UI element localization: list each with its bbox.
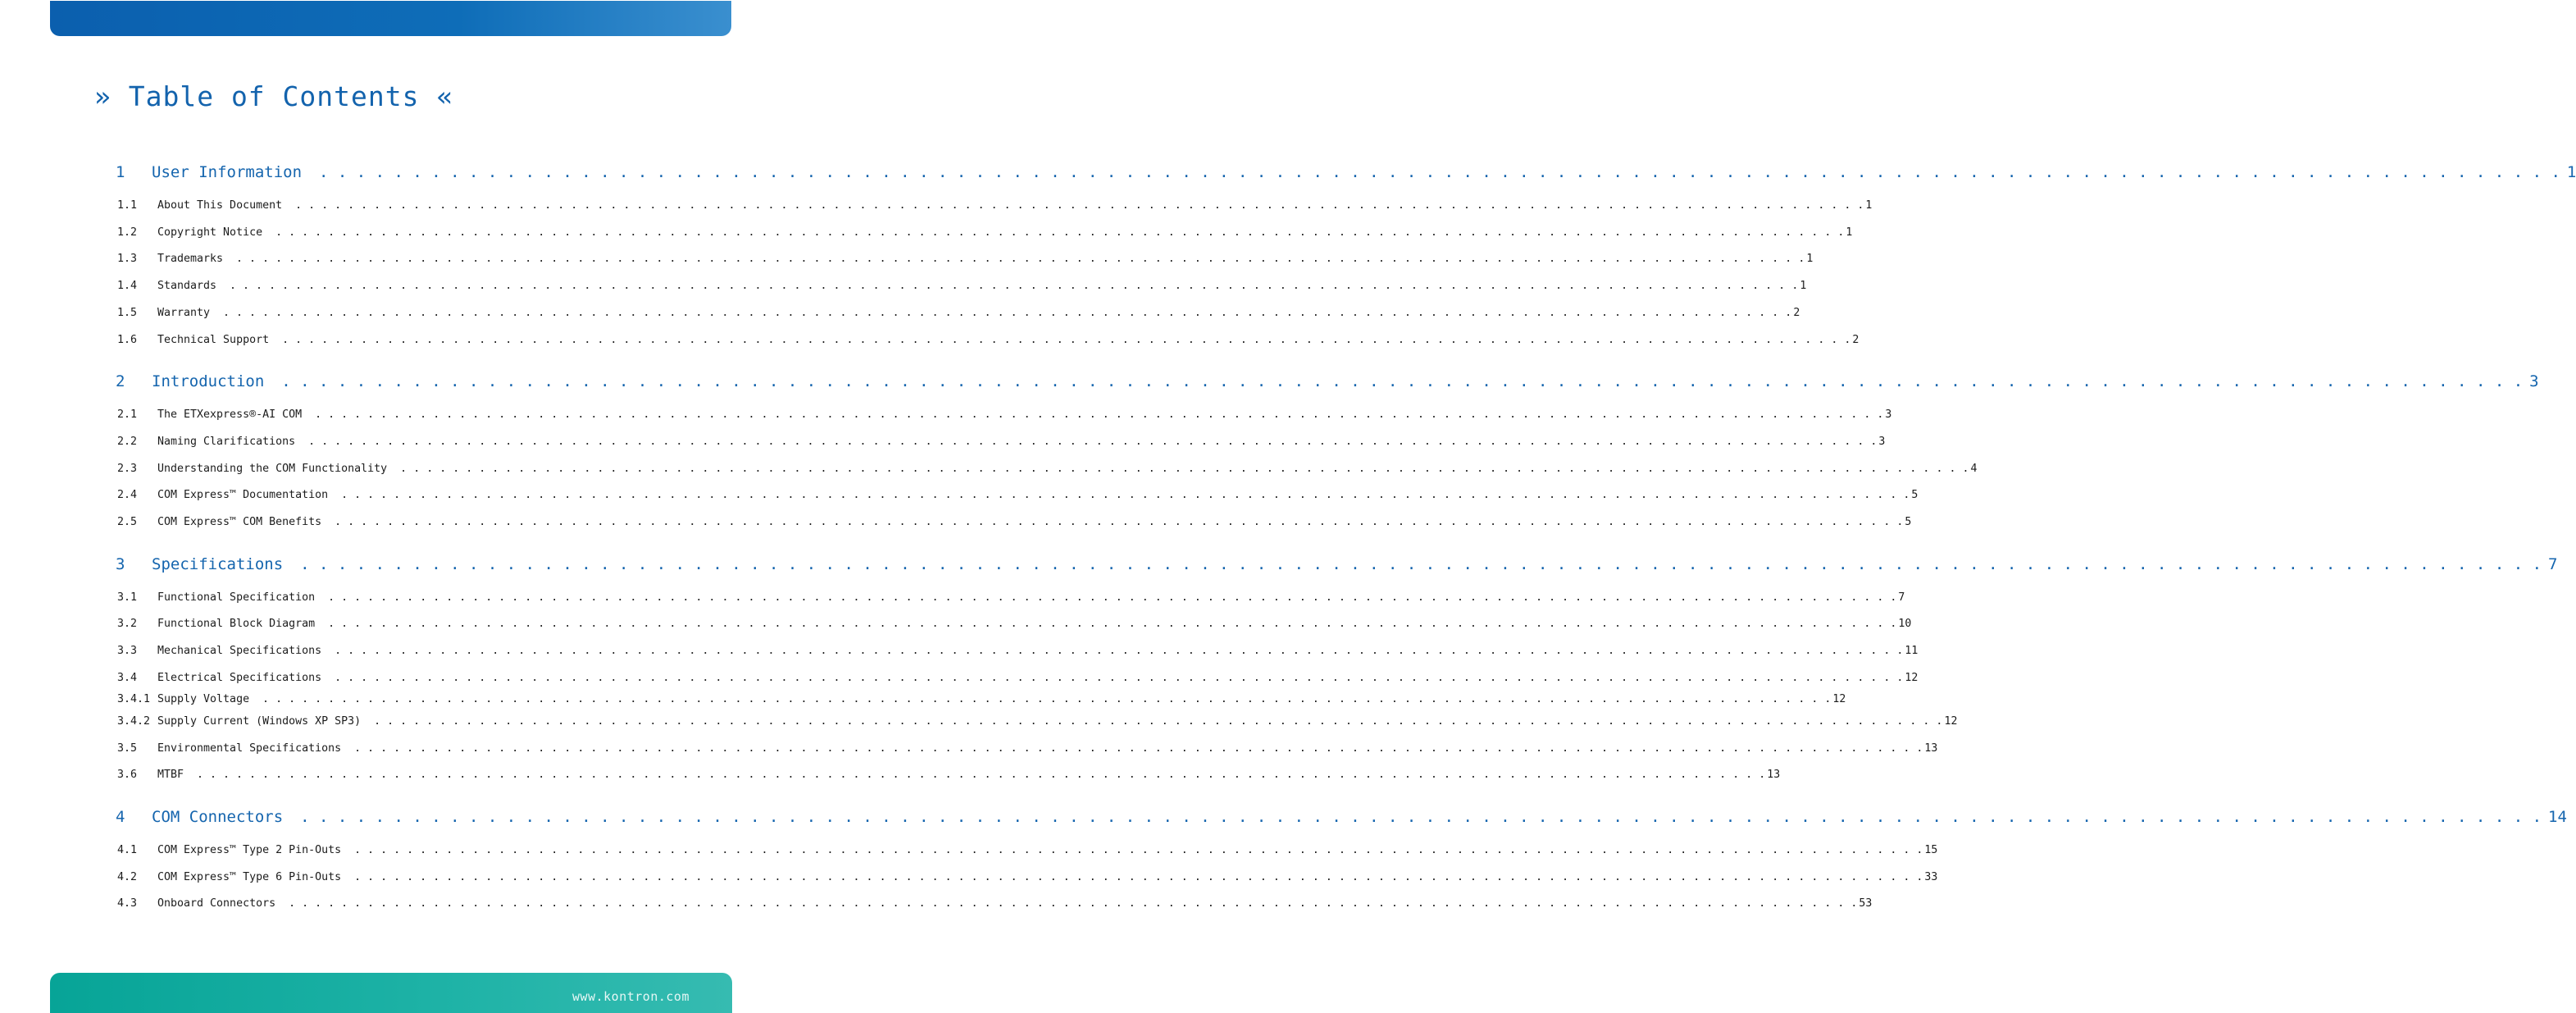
chapter-number: 1 [116, 163, 125, 181]
leader-dots: . . . . . . . . . . . . . . . . . . . . . . . . . . . . . . . . . . . . . . . . . . . . . . . . . . . . . . . . . . . . . . . . . . . . . . . . . . . . . . . . . . . . . . . . . . . . . . . . . . . . . . . . . . . . . . . . . . . . . . . . [309, 163, 2560, 181]
toc-chapter-2[interactable] [116, 372, 2539, 390]
toc-section-1-3[interactable] [117, 253, 1814, 265]
section-page: 5 [1911, 489, 1918, 501]
section-title: COM Express™ Documentation [157, 489, 329, 501]
chapter-number: 4 [116, 808, 125, 826]
toc-section-1-5[interactable] [117, 307, 1800, 319]
section-title: Trademarks [157, 253, 224, 265]
chapter-title: User Information [152, 163, 303, 181]
leader-dots: . . . . . . . . . . . . . . . . . . . . . . . . . . . . . . . . . . . . . . . . . . . . . . . . . . . . . . . . . . . . . . . . . . . . . . . . . . . . . . . . . . . . . . . . . . . . . . . . . . . . . . . . . . . . . . . . . . . . . . . . [348, 871, 1923, 883]
section-page: 12 [1832, 693, 1846, 705]
section-page: 10 [1898, 618, 1912, 630]
toc-section-3-3[interactable] [117, 645, 1918, 657]
section-title: COM Express™ Type 2 Pin-Outs [157, 844, 342, 856]
section-number: 3.5 [117, 742, 138, 755]
section-number: 4.2 [117, 871, 138, 883]
section-number: 1.1 [117, 199, 138, 212]
leader-dots: . . . . . . . . . . . . . . . . . . . . . . . . . . . . . . . . . . . . . . . . . . . . . . . . . . . . . . . . . . . . . . . . . . . . . . . . . . . . . . . . . . . . . . . . . . . . . . . . . . . . . . . . . . . . . . . . . . . . . . . . [328, 672, 1904, 684]
section-title: Functional Block Diagram [157, 618, 316, 630]
section-page: 12 [1905, 672, 1918, 684]
toc-section-1-1[interactable] [117, 199, 1873, 212]
section-title: Technical Support [157, 334, 270, 346]
toc-section-2-3[interactable] [117, 463, 1978, 475]
section-page: 1 [1800, 280, 1807, 292]
section-number: 1.6 [117, 334, 138, 346]
toc-section-4-3[interactable] [117, 897, 1873, 910]
section-number: 4.1 [117, 844, 138, 856]
section-page: 2 [1852, 334, 1859, 346]
section-title: Copyright Notice [157, 226, 263, 239]
section-title: Functional Specification [157, 591, 316, 604]
leader-dots: . . . . . . . . . . . . . . . . . . . . . . . . . . . . . . . . . . . . . . . . . . . . . . . . . . . . . . . . . . . . . . . . . . . . . . . . . . . . . . . . . . . . . . . . . . . . . . . . . . . . . . . . . . . . . . . . . . . . . . . . [328, 645, 1904, 657]
section-title: Environmental Specifications [157, 742, 342, 755]
toc-section-2-2[interactable] [117, 436, 1886, 448]
section-page: 3 [1885, 408, 1892, 421]
leader-dots: . . . . . . . . . . . . . . . . . . . . . . . . . . . . . . . . . . . . . . . . . . . . . . . . . . . . . . . . . . . . . . . . . . . . . . . . . . . . . . . . . . . . . . . . . . . . . . . . . . . . . . . . . . . . . . . . . . . . . . . . [269, 226, 1845, 239]
section-title: MTBF [157, 769, 184, 781]
toc-section-1-4[interactable] [117, 280, 1807, 292]
toc-section-2-5[interactable] [117, 516, 1912, 528]
leader-dots: . . . . . . . . . . . . . . . . . . . . . . . . . . . . . . . . . . . . . . . . . . . . . . . . . . . . . . . . . . . . . . . . . . . . . . . . . . . . . . . . . . . . . . . . . . . . . . . . . . . . . . . . . . . . . . . . . . . . . . . . [302, 436, 1877, 448]
footer-banner [50, 973, 732, 1013]
header-banner [50, 1, 731, 36]
section-number: 4.3 [117, 897, 138, 910]
leader-dots: . . . . . . . . . . . . . . . . . . . . . . . . . . . . . . . . . . . . . . . . . . . . . . . . . . . . . . . . . . . . . . . . . . . . . . . . . . . . . . . . . . . . . . . . . . . . . . . . . . . . . . . . . . . . . . . . . . . . . . . . [290, 808, 2542, 826]
section-page: 53 [1859, 897, 1873, 910]
footer-url[interactable]: www.kontron.com [572, 989, 690, 1004]
section-number: 2.1 [117, 408, 138, 421]
section-number: 3.2 [117, 618, 138, 630]
section-title: Supply Voltage [157, 693, 250, 705]
section-page: 1 [1846, 226, 1853, 239]
section-number: 1.3 [117, 253, 138, 265]
chapter-title: Specifications [152, 555, 284, 573]
chapter-page: 7 [2548, 555, 2558, 573]
chapter-title: COM Connectors [152, 808, 284, 826]
section-title: Supply Current (Windows XP SP3) [157, 715, 362, 728]
toc-section-3-4[interactable] [117, 672, 1918, 684]
leader-dots: . . . . . . . . . . . . . . . . . . . . . . . . . . . . . . . . . . . . . . . . . . . . . . . . . . . . . . . . . . . . . . . . . . . . . . . . . . . . . . . . . . . . . . . . . . . . . . . . . . . . . . . . . . . . . . . . . . . . . . . . [230, 253, 1805, 265]
leader-dots: . . . . . . . . . . . . . . . . . . . . . . . . . . . . . . . . . . . . . . . . . . . . . . . . . . . . . . . . . . . . . . . . . . . . . . . . . . . . . . . . . . . . . . . . . . . . . . . . . . . . . . . . . . . . . . . . . . . . . . . . [282, 897, 1858, 910]
section-page: 1 [1806, 253, 1814, 265]
section-number: 3.3 [117, 645, 138, 657]
toc-section-4-1[interactable] [117, 844, 1938, 856]
chapter-title: Introduction [152, 372, 265, 390]
section-page: 33 [1924, 871, 1938, 883]
section-page: 11 [1905, 645, 1918, 657]
toc-section-3-1[interactable] [117, 591, 1905, 604]
toc-section-3-5[interactable] [117, 742, 1938, 755]
section-page: 13 [1924, 742, 1938, 755]
toc-section-3-6[interactable] [117, 769, 1781, 781]
leader-dots: . . . . . . . . . . . . . . . . . . . . . . . . . . . . . . . . . . . . . . . . . . . . . . . . . . . . . . . . . . . . . . . . . . . . . . . . . . . . . . . . . . . . . . . . . . . . . . . . . . . . . . . . . . . . . . . . . . . . . . . . [308, 408, 1884, 421]
section-title: The ETXexpress®-AI COM [157, 408, 303, 421]
leader-dots: . . . . . . . . . . . . . . . . . . . . . . . . . . . . . . . . . . . . . . . . . . . . . . . . . . . . . . . . . . . . . . . . . . . . . . . . . . . . . . . . . . . . . . . . . . . . . . . . . . . . . . . . . . . . . . . . . . . . . . . . [348, 742, 1923, 755]
chapter-number: 2 [116, 372, 125, 390]
section-title: Standards [157, 280, 217, 292]
leader-dots: . . . . . . . . . . . . . . . . . . . . . . . . . . . . . . . . . . . . . . . . . . . . . . . . . . . . . . . . . . . . . . . . . . . . . . . . . . . . . . . . . . . . . . . . . . . . . . . . . . . . . . . . . . . . . . . . . . . . . . . . [335, 489, 1910, 501]
section-title: Onboard Connectors [157, 897, 276, 910]
section-page: 5 [1905, 516, 1912, 528]
section-page: 12 [1944, 715, 1958, 728]
section-title: COM Express™ COM Benefits [157, 516, 322, 528]
section-page: 2 [1793, 307, 1800, 319]
leader-dots: . . . . . . . . . . . . . . . . . . . . . . . . . . . . . . . . . . . . . . . . . . . . . . . . . . . . . . . . . . . . . . . . . . . . . . . . . . . . . . . . . . . . . . . . . . . . . . . . . . . . . . . . . . . . . . . . . . . . . . . . [367, 715, 1943, 728]
toc-section-1-2[interactable] [117, 226, 1853, 239]
section-title: About This Document [157, 199, 283, 212]
section-page: 3 [1878, 436, 1886, 448]
chapter-page: 1 [2566, 163, 2576, 181]
section-title: COM Express™ Type 6 Pin-Outs [157, 871, 342, 883]
section-number: 3.4.1 [117, 693, 151, 705]
toc-section-3-4-1[interactable] [117, 693, 1846, 705]
section-number: 1.2 [117, 226, 138, 239]
section-number: 2.5 [117, 516, 138, 528]
leader-dots: . . . . . . . . . . . . . . . . . . . . . . . . . . . . . . . . . . . . . . . . . . . . . . . . . . . . . . . . . . . . . . . . . . . . . . . . . . . . . . . . . . . . . . . . . . . . . . . . . . . . . . . . . . . . . . . . . . . . . . . . [321, 618, 1897, 630]
leader-dots: . . . . . . . . . . . . . . . . . . . . . . . . . . . . . . . . . . . . . . . . . . . . . . . . . . . . . . . . . . . . . . . . . . . . . . . . . . . . . . . . . . . . . . . . . . . . . . . . . . . . . . . . . . . . . . . . . . . . . . . . [321, 591, 1897, 604]
section-number: 3.4.2 [117, 715, 151, 728]
toc-chapter-4[interactable] [116, 808, 2567, 826]
chapter-page: 3 [2529, 372, 2539, 390]
section-number: 3.4 [117, 672, 138, 684]
section-title: Warranty [157, 307, 211, 319]
section-number: 1.4 [117, 280, 138, 292]
section-title: Naming Clarifications [157, 436, 296, 448]
section-title: Mechanical Specifications [157, 645, 322, 657]
section-title: Electrical Specifications [157, 672, 322, 684]
section-page: 15 [1924, 844, 1938, 856]
page-title: » Table of Contents « [94, 80, 454, 112]
toc-section-3-2[interactable] [117, 618, 1912, 630]
toc-section-3-4-2[interactable] [117, 715, 1958, 728]
section-title: Understanding the COM Functionality [157, 463, 388, 475]
leader-dots: . . . . . . . . . . . . . . . . . . . . . . . . . . . . . . . . . . . . . . . . . . . . . . . . . . . . . . . . . . . . . . . . . . . . . . . . . . . . . . . . . . . . . . . . . . . . . . . . . . . . . . . . . . . . . . . . . . . . . . . . [190, 769, 1766, 781]
toc-chapter-3[interactable] [116, 555, 2558, 573]
toc-section-2-4[interactable] [117, 489, 1918, 501]
leader-dots: . . . . . . . . . . . . . . . . . . . . . . . . . . . . . . . . . . . . . . . . . . . . . . . . . . . . . . . . . . . . . . . . . . . . . . . . . . . . . . . . . . . . . . . . . . . . . . . . . . . . . . . . . . . . . . . . . . . . . . . . [394, 463, 1969, 475]
section-number: 3.6 [117, 769, 138, 781]
toc-section-1-6[interactable] [117, 334, 1859, 346]
leader-dots: . . . . . . . . . . . . . . . . . . . . . . . . . . . . . . . . . . . . . . . . . . . . . . . . . . . . . . . . . . . . . . . . . . . . . . . . . . . . . . . . . . . . . . . . . . . . . . . . . . . . . . . . . . . . . . . . . . . . . . . . [290, 555, 2542, 573]
section-number: 2.3 [117, 463, 138, 475]
section-page: 1 [1865, 199, 1873, 212]
leader-dots: . . . . . . . . . . . . . . . . . . . . . . . . . . . . . . . . . . . . . . . . . . . . . . . . . . . . . . . . . . . . . . . . . . . . . . . . . . . . . . . . . . . . . . . . . . . . . . . . . . . . . . . . . . . . . . . . . . . . . . . . [256, 693, 1832, 705]
section-number: 3.1 [117, 591, 138, 604]
leader-dots: . . . . . . . . . . . . . . . . . . . . . . . . . . . . . . . . . . . . . . . . . . . . . . . . . . . . . . . . . . . . . . . . . . . . . . . . . . . . . . . . . . . . . . . . . . . . . . . . . . . . . . . . . . . . . . . . . . . . . . . . [275, 334, 1851, 346]
toc-section-4-2[interactable] [117, 871, 1938, 883]
leader-dots: . . . . . . . . . . . . . . . . . . . . . . . . . . . . . . . . . . . . . . . . . . . . . . . . . . . . . . . . . . . . . . . . . . . . . . . . . . . . . . . . . . . . . . . . . . . . . . . . . . . . . . . . . . . . . . . . . . . . . . . . [348, 844, 1923, 856]
section-number: 2.2 [117, 436, 138, 448]
section-number: 2.4 [117, 489, 138, 501]
toc-section-2-1[interactable] [117, 408, 1892, 421]
section-page: 4 [1970, 463, 1978, 475]
chapter-number: 3 [116, 555, 125, 573]
leader-dots: . . . . . . . . . . . . . . . . . . . . . . . . . . . . . . . . . . . . . . . . . . . . . . . . . . . . . . . . . . . . . . . . . . . . . . . . . . . . . . . . . . . . . . . . . . . . . . . . . . . . . . . . . . . . . . . . . . . . . . . . [328, 516, 1904, 528]
section-page: 7 [1898, 591, 1905, 604]
leader-dots: . . . . . . . . . . . . . . . . . . . . . . . . . . . . . . . . . . . . . . . . . . . . . . . . . . . . . . . . . . . . . . . . . . . . . . . . . . . . . . . . . . . . . . . . . . . . . . . . . . . . . . . . . . . . . . . . . . . . . . . . [289, 199, 1864, 212]
leader-dots: . . . . . . . . . . . . . . . . . . . . . . . . . . . . . . . . . . . . . . . . . . . . . . . . . . . . . . . . . . . . . . . . . . . . . . . . . . . . . . . . . . . . . . . . . . . . . . . . . . . . . . . . . . . . . . . . . . . . . . . . [271, 372, 2524, 390]
section-number: 1.5 [117, 307, 138, 319]
leader-dots: . . . . . . . . . . . . . . . . . . . . . . . . . . . . . . . . . . . . . . . . . . . . . . . . . . . . . . . . . . . . . . . . . . . . . . . . . . . . . . . . . . . . . . . . . . . . . . . . . . . . . . . . . . . . . . . . . . . . . . . . [223, 280, 1799, 292]
section-page: 13 [1767, 769, 1781, 781]
chapter-page: 14 [2548, 808, 2567, 826]
toc-chapter-1[interactable] [116, 163, 2576, 181]
leader-dots: . . . . . . . . . . . . . . . . . . . . . . . . . . . . . . . . . . . . . . . . . . . . . . . . . . . . . . . . . . . . . . . . . . . . . . . . . . . . . . . . . . . . . . . . . . . . . . . . . . . . . . . . . . . . . . . . . . . . . . . . [216, 307, 1792, 319]
